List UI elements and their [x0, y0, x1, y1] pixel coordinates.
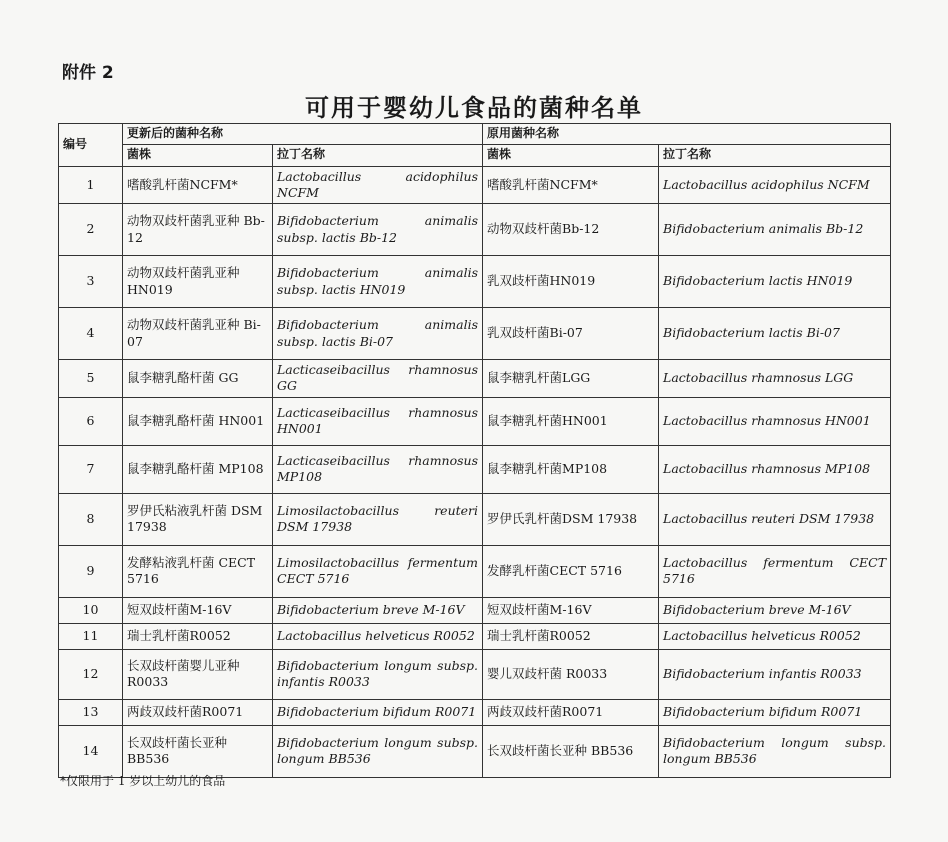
cell-original-strain: 鼠李糖乳杆菌MP108 [483, 445, 659, 493]
cell-updated-latin: Bifidobacterium animalis subsp. lactis HN019 [273, 256, 483, 308]
table-row [59, 545, 891, 597]
cell-original-latin: Lactobacillus reuteri DSM 17938 [659, 493, 891, 545]
cell-original-latin: Lactobacillus helveticus R0052 [659, 623, 891, 649]
cell-updated-strain: 长双歧杆菌长亚种 BB536 [123, 725, 273, 777]
header-original-name: 原用菌种名称 [483, 124, 891, 145]
table-row [59, 623, 891, 649]
cell-number: 4 [59, 308, 123, 360]
cell-original-strain: 罗伊氏乳杆菌DSM 17938 [483, 493, 659, 545]
cell-updated-strain: 动物双歧杆菌乳亚种 Bb-12 [123, 204, 273, 256]
cell-updated-latin: Lacticaseibacillus rhamnosus MP108 [273, 445, 483, 493]
cell-original-latin: Bifidobacterium lactis HN019 [659, 256, 891, 308]
cell-updated-strain: 动物双歧杆菌乳亚种 Bi-07 [123, 308, 273, 360]
cell-number: 14 [59, 725, 123, 777]
table-row [59, 699, 891, 725]
header-latin-updated: 拉丁名称 [273, 144, 483, 166]
header-strain-updated: 菌株 [123, 144, 273, 166]
cell-original-latin: Lactobacillus rhamnosus LGG [659, 360, 891, 398]
cell-updated-latin: Lacticaseibacillus rhamnosus HN001 [273, 397, 483, 445]
table-row [59, 256, 891, 308]
cell-updated-strain: 动物双歧杆菌乳亚种 HN019 [123, 256, 273, 308]
table-row [59, 308, 891, 360]
cell-number: 8 [59, 493, 123, 545]
cell-number: 6 [59, 397, 123, 445]
cell-number: 7 [59, 445, 123, 493]
table-row [59, 493, 891, 545]
cell-original-latin: Bifidobacterium bifidum R0071 [659, 699, 891, 725]
table-row [59, 725, 891, 777]
table-row [59, 204, 891, 256]
table-row [59, 597, 891, 623]
cell-original-strain: 瑞士乳杆菌R0052 [483, 623, 659, 649]
cell-original-latin: Bifidobacterium longum subsp. longum BB536 [659, 725, 891, 777]
cell-original-strain: 两歧双歧杆菌R0071 [483, 699, 659, 725]
cell-number: 9 [59, 545, 123, 597]
cell-number: 3 [59, 256, 123, 308]
cell-original-strain: 婴儿双歧杆菌 R0033 [483, 649, 659, 699]
table-row [59, 445, 891, 493]
cell-updated-latin: Bifidobacterium animalis subsp. lactis Bi-07 [273, 308, 483, 360]
strain-table [58, 123, 891, 778]
header-latin-original: 拉丁名称 [659, 144, 891, 166]
table-row [59, 649, 891, 699]
page-title: 可用于婴幼儿食品的菌种名单 [305, 94, 643, 122]
cell-original-strain: 鼠李糖乳杆菌HN001 [483, 397, 659, 445]
cell-number: 10 [59, 597, 123, 623]
table-row [59, 360, 891, 398]
cell-updated-strain: 鼠李糖乳酪杆菌 GG [123, 360, 273, 398]
cell-original-strain: 发酵乳杆菌CECT 5716 [483, 545, 659, 597]
cell-original-latin: Bifidobacterium breve M-16V [659, 597, 891, 623]
cell-updated-latin: Bifidobacterium animalis subsp. lactis Bb-12 [273, 204, 483, 256]
cell-original-latin: Lactobacillus rhamnosus MP108 [659, 445, 891, 493]
cell-updated-strain: 嗜酸乳杆菌NCFM* [123, 166, 273, 204]
cell-number: 2 [59, 204, 123, 256]
cell-number: 13 [59, 699, 123, 725]
cell-original-strain: 长双歧杆菌长亚种 BB536 [483, 725, 659, 777]
cell-updated-latin: Lactobacillus acidophilus NCFM [273, 166, 483, 204]
cell-original-strain: 动物双歧杆菌Bb-12 [483, 204, 659, 256]
cell-updated-latin: Bifidobacterium bifidum R0071 [273, 699, 483, 725]
cell-original-strain: 嗜酸乳杆菌NCFM* [483, 166, 659, 204]
header-number: 编号 [59, 124, 123, 167]
cell-original-latin: Bifidobacterium infantis R0033 [659, 649, 891, 699]
cell-updated-strain: 短双歧杆菌M-16V [123, 597, 273, 623]
header-updated-name: 更新后的菌种名称 [123, 124, 483, 145]
cell-updated-strain: 长双歧杆菌婴儿亚种 R0033 [123, 649, 273, 699]
cell-original-strain: 乳双歧杆菌HN019 [483, 256, 659, 308]
cell-updated-latin: Bifidobacterium longum subsp. infantis R0033 [273, 649, 483, 699]
cell-updated-latin: Lacticaseibacillus rhamnosus GG [273, 360, 483, 398]
table-row [59, 166, 891, 204]
cell-number: 11 [59, 623, 123, 649]
cell-original-latin: Bifidobacterium lactis Bi-07 [659, 308, 891, 360]
cell-number: 12 [59, 649, 123, 699]
cell-updated-strain: 罗伊氏粘液乳杆菌 DSM 17938 [123, 493, 273, 545]
cell-updated-latin: Bifidobacterium breve M-16V [273, 597, 483, 623]
cell-updated-latin: Lactobacillus helveticus R0052 [273, 623, 483, 649]
cell-number: 1 [59, 166, 123, 204]
cell-number: 5 [59, 360, 123, 398]
cell-updated-strain: 发酵粘液乳杆菌 CECT 5716 [123, 545, 273, 597]
cell-updated-latin: Bifidobacterium longum subsp. longum BB536 [273, 725, 483, 777]
cell-updated-strain: 瑞士乳杆菌R0052 [123, 623, 273, 649]
cell-original-latin: Lactobacillus fermentum CECT 5716 [659, 545, 891, 597]
cell-original-strain: 乳双歧杆菌Bi-07 [483, 308, 659, 360]
cell-original-latin: Lactobacillus acidophilus NCFM [659, 166, 891, 204]
cell-updated-latin: Limosilactobacillus fermentum CECT 5716 [273, 545, 483, 597]
cell-original-strain: 短双歧杆菌M-16V [483, 597, 659, 623]
cell-updated-strain: 鼠李糖乳酪杆菌 HN001 [123, 397, 273, 445]
cell-original-strain: 鼠李糖乳杆菌LGG [483, 360, 659, 398]
attachment-label: 附件 2 [62, 63, 114, 83]
cell-original-latin: Bifidobacterium animalis Bb-12 [659, 204, 891, 256]
cell-updated-latin: Limosilactobacillus reuteri DSM 17938 [273, 493, 483, 545]
cell-updated-strain: 两歧双歧杆菌R0071 [123, 699, 273, 725]
cell-original-latin: Lactobacillus rhamnosus HN001 [659, 397, 891, 445]
cell-updated-strain: 鼠李糖乳酪杆菌 MP108 [123, 445, 273, 493]
table-row [59, 397, 891, 445]
footnote: *仅限用于 1 岁以上幼儿的食品 [60, 774, 226, 788]
header-strain-original: 菌株 [483, 144, 659, 166]
